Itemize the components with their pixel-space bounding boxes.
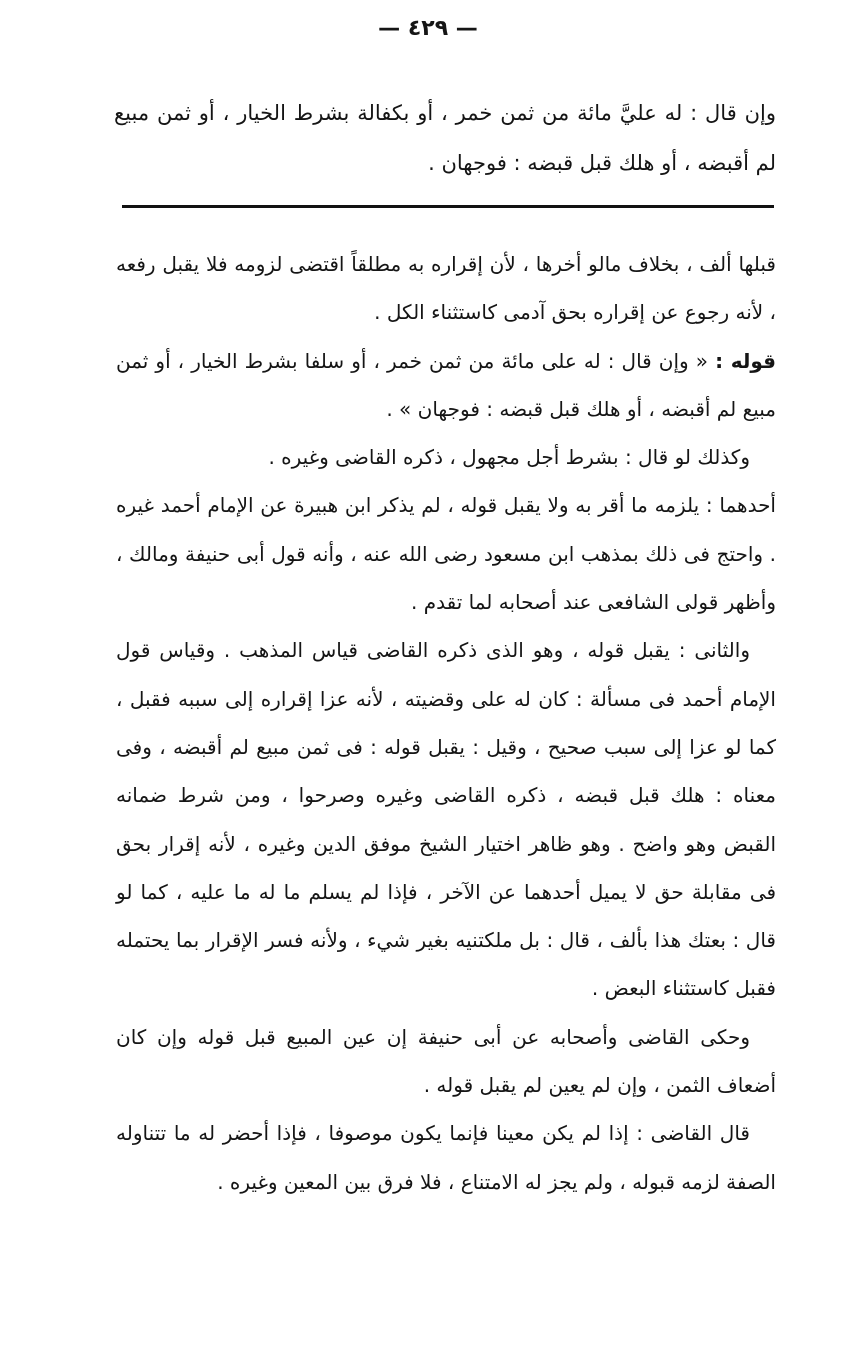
commentary-paragraph-6: وحكى القاضى وأصحابه عن أبى حنيفة إن عين المبيع قبل قوله وإن كان أضعاف الثمن ، وإن لم يعين لم يقبل قوله . bbox=[116, 1024, 776, 1098]
commentary-paragraph-7: قال القاضى : إذا لم يكن معينا فإنما يكون موصوفا ، فإذا أحضر له ما تتناوله الصفة لزمه قبوله ، ولم يجز له الامتناع ، فلا فرق بين المعين وغيره . bbox=[116, 1121, 776, 1194]
main-text: وإن قال : له عليَّ مائة من ثمن خمر ، أو بكفالة بشرط الخيار ، أو ثمن مبيع لم أقبضه ، أو هلك قبل قبضه : فوجهان . bbox=[114, 101, 776, 175]
commentary-quote: « وإن قال : له على مائة من ثمن خمر ، أو سلفا بشرط الخيار ، أو ثمن مبيع لم أقبضه ، أو هلك قبل قبضه : فوجهان » . bbox=[116, 348, 776, 421]
separator-rule bbox=[122, 205, 774, 208]
commentary-lead-word: قوله : bbox=[715, 348, 776, 373]
commentary-paragraph-5: والثانى : يقبل قوله ، وهو الذى ذكره القاضى قياس المذهب . وقياس قول الإمام أحمد فى مسألة : كان له على وقضيته ، لأنه عزا إقراره إلى سببه فقبل ، كما لو عزا إلى سبب صحيح ، وقيل : يقبل قوله : فى ثمن مبيع لم أقبضه ، وفى معناه : هلك قبل قبضه ، ذكره القاضى وغيره وصرحوا ، ومن شرط ضمانه القبض وهو واضح . وهو ظاهر اختيار الشيخ موفق الدين وغيره ، لأنه إقرار بحق فى مقابلة حق لا يميل أحدهما عن الآخر ، فإذا لم يسلم ما له ما عليه ، كما لو قال : بعتك هذا بألف ، قال : بل ملكتنيه بغير شيء ، ولأنه فسر الإقرار بما يحتمله فقبل كاستثناء البعض . bbox=[116, 638, 776, 1001]
commentary-paragraph-2 bbox=[116, 337, 776, 434]
page-number: — ٤٢٩ — bbox=[378, 16, 478, 41]
commentary-paragraph-4: أحدهما : يلزمه ما أقر به ولا يقبل قوله ، لم يذكر ابن هبيرة عن الإمام أحمد غيره . واحتج فى ذلك بمذهب ابن مسعود رضى الله عنه ، وأنه قول أبى حنيفة ومالك ، وأظهر قولى الشافعى عند أصحابه لما تقدم . bbox=[116, 493, 776, 615]
commentary-paragraph-1: قبلها ألف ، بخلاف مالو أخرها ، لأن إقراره به مطلقاً اقتضى لزومه فلا يقبل رفعه ، لأنه رجوع عن إقراره بحق آدمى كاستثناء الكل . bbox=[116, 252, 776, 325]
commentary-paragraph-3: وكذلك لو قال : بشرط أجل مجهول ، ذكره القاضى وغيره . bbox=[268, 445, 750, 470]
commentary bbox=[116, 240, 776, 1206]
